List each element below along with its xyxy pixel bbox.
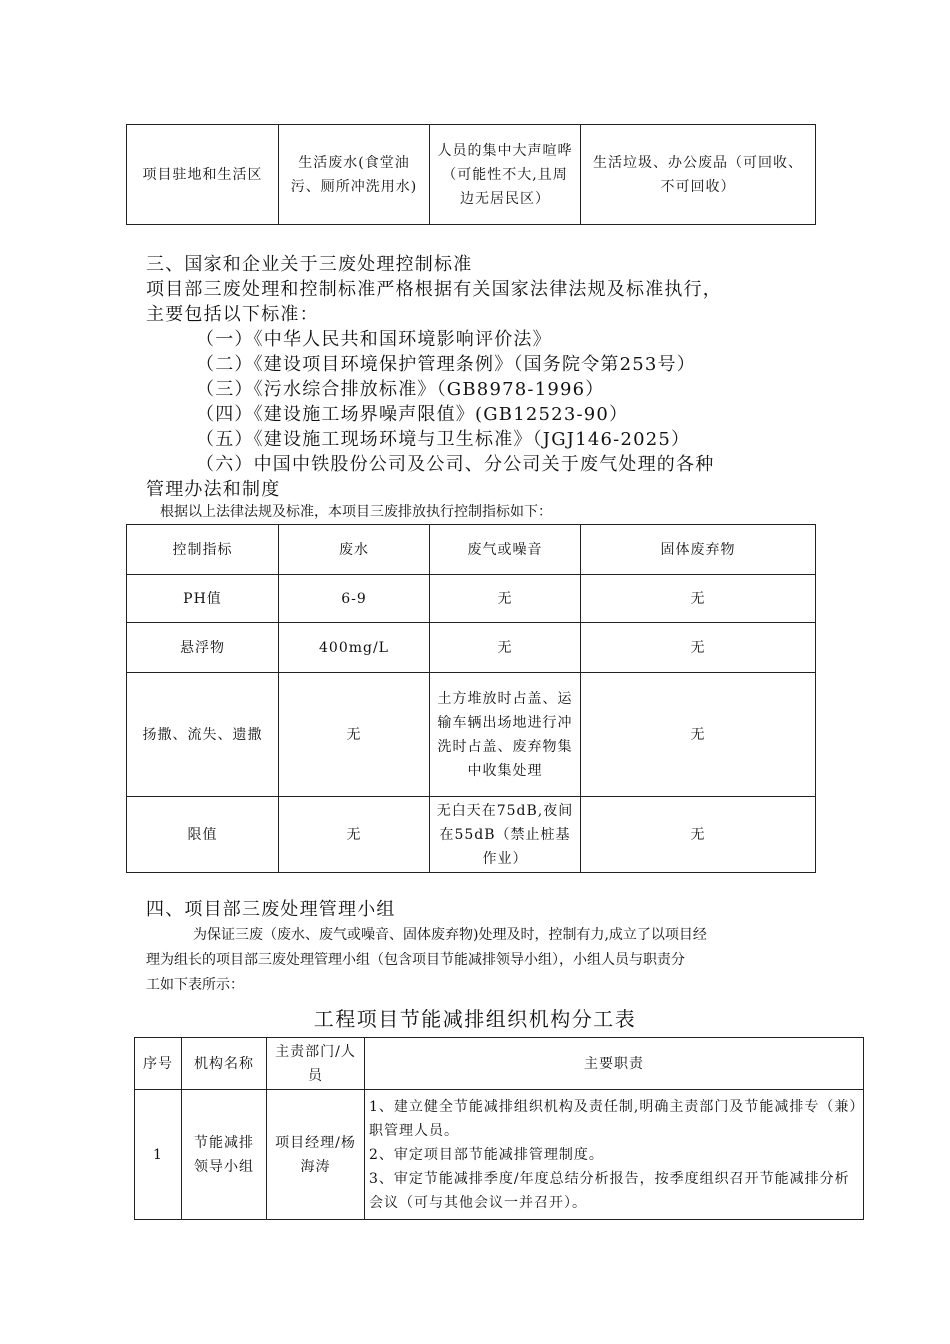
table-cell: 人员的集中大声喧哗（可能性不大,且周边无居民区） [430, 125, 581, 225]
standard-item-6: （六）中国中铁股份公司及公司、分公司关于废气处理的各种 [196, 454, 715, 475]
table-cell: PH值 [127, 575, 279, 623]
header-cell: 主要职责 [365, 1038, 864, 1090]
standard-item-1: （一）《中华人民共和国环境影响评价法》 [196, 329, 552, 350]
table-header-row [127, 525, 816, 575]
table-cell: 无 [279, 797, 430, 873]
header-cell: 控制指标 [127, 525, 279, 575]
header-cell: 机构名称 [182, 1038, 267, 1090]
section4-para-line2: 理为组长的项目部三废处理管理小组（包含项目节能减排领导小组），小组人员与职责分 [146, 952, 685, 968]
standard-item-6-cont: 管理办法和制度 [146, 479, 281, 500]
table-cell: 土方堆放时占盖、运输车辆出场地进行冲洗时占盖、废弃物集中收集处理 [430, 673, 581, 797]
section3-heading: 三、国家和企业关于三废处理控制标准 [146, 254, 473, 275]
top-table [126, 124, 816, 225]
table-cell: 悬浮物 [127, 623, 279, 673]
table-cell: 无 [430, 623, 581, 673]
header-cell: 主责部门/人员 [267, 1038, 365, 1090]
table-cell: 扬撒、流失、遗撒 [127, 673, 279, 797]
table-cell: 无 [581, 623, 816, 673]
header-cell: 固体废弃物 [581, 525, 816, 575]
table-row [127, 623, 816, 673]
table-cell: 节能减排领导小组 [182, 1090, 267, 1220]
section4-heading: 四、项目部三废处理管理小组 [146, 899, 396, 920]
control-table [126, 524, 816, 873]
table-cell: 生活垃圾、办公废品（可回收、不可回收） [581, 125, 816, 225]
standard-item-4: （四）《建设施工场界噪声限值》(GB12523-90） [196, 404, 629, 425]
table-cell: 无 [581, 575, 816, 623]
table-cell: 无 [430, 575, 581, 623]
table-row [135, 1090, 864, 1220]
table-row [127, 797, 816, 873]
table-row [127, 575, 816, 623]
standard-item-3: （三）《污水综合排放标准》（GB8978-1996） [196, 379, 605, 400]
table-cell: 项目经理/杨海涛 [267, 1090, 365, 1220]
org-table-title: 工程项目节能减排组织机构分工表 [313, 1007, 637, 1031]
table-row [127, 673, 816, 797]
table-header-row [135, 1038, 864, 1090]
table-cell: 无 [279, 673, 430, 797]
table-cell: 400mg/L [279, 623, 430, 673]
standard-item-5: （五）《建设施工现场环境与卫生标准》（JGJ146-2025） [196, 429, 691, 450]
table-row [127, 125, 816, 225]
section4-para-line3: 工如下表所示： [146, 977, 244, 993]
duties-cell [365, 1090, 864, 1220]
table-cell: 无白天在75dB,夜间在55dB（禁止桩基作业） [430, 797, 581, 873]
duty-item: 3、审定节能减排季度/年度总结分析报告，按季度组织召开节能减排分析会议（可与其他会议一并召开）。 [369, 1170, 850, 1211]
org-table [134, 1037, 864, 1220]
header-cell: 废气或噪音 [430, 525, 581, 575]
header-cell: 序号 [135, 1038, 182, 1090]
section3-intro-line2: 主要包括以下标准： [146, 304, 319, 325]
table-cell: 6-9 [279, 575, 430, 623]
table-cell: 限值 [127, 797, 279, 873]
table-cell: 项目驻地和生活区 [127, 125, 279, 225]
section4-para-line1: 为保证三废（废水、废气或噪音、固体废弃物)处理及时，控制有力,成立了以项目经 [193, 927, 707, 943]
table-intro: 根据以上法律法规及标准，本项目三废排放执行控制指标如下： [160, 504, 552, 520]
duty-item: 2、审定项目部节能减排管理制度。 [369, 1146, 604, 1163]
table-cell: 生活废水(食堂油污、厕所冲洗用水) [279, 125, 430, 225]
standard-item-2: （二）《建设项目环境保护管理条例》（国务院令第253号） [196, 354, 696, 375]
table-cell: 无 [581, 673, 816, 797]
section3-intro-line1: 项目部三废处理和控制标准严格根据有关国家法律法规及标准执行， [146, 279, 722, 300]
table-cell: 无 [581, 797, 816, 873]
table-cell: 1 [135, 1090, 182, 1220]
header-cell: 废水 [279, 525, 430, 575]
duty-item: 1、建立健全节能减排组织机构及责任制,明确主责部门及节能减排专（兼）职管理人员。 [369, 1098, 858, 1139]
